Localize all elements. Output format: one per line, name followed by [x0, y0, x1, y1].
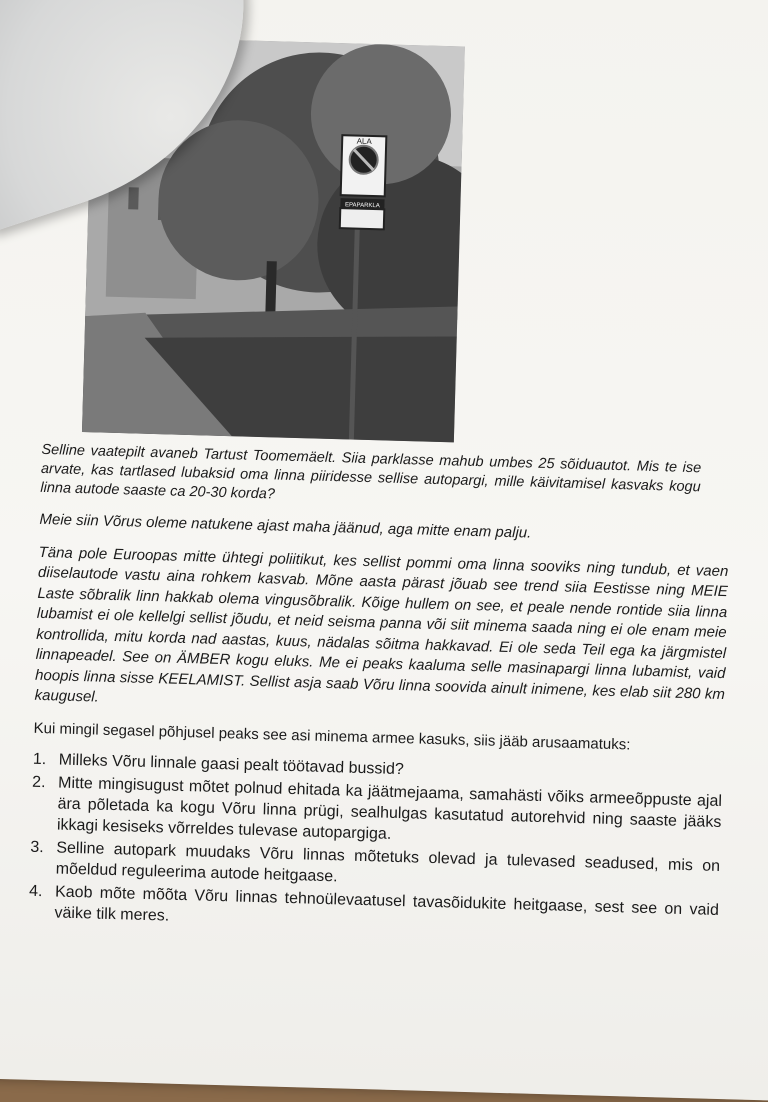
- list-text: Kaob mõte mõõta Võru linnas tehnoülevaatusel tavasõidukite heitgaase, sest see on vaid väike tilk meres.: [54, 883, 720, 925]
- list-text: Milleks Võru linnale gaasi pealt töötavad bussid?: [58, 751, 405, 779]
- list-number: 4.: [28, 882, 43, 901]
- paragraph-2: Täna pole Euroopas mitte ühtegi poliitikut, kes sellist pommi oma linna sooviks ning tundub, et vaen diiselautode vastu aina rohkem kasvab. Mõne aasta pärast jõuab see trend siia Eestisse ning MEIE Laste sõbralik linn hakkab olema vingusõbralik. Kõige hullem on see, et peale nende rontide siia linna lubamist ei ole kellelgi sellist jõudu, et neid seisma panna või siit minema saada ning ei ole enam meie kontrollida, mitu korda nad aastas, kuus, nädalas sõitma hakkavad. Ei ole seda Teil ega ka järgmistel linnapeadel. See on ÄMBER kogu eluks. Me ei peaks kaaluma selle masinapargi linna lubamist, vaid hoopis linna sisse KEELAMIST. Sellist asja saab Võru linna soovida ainult inimene, kes elab siit 280 km kaugusel.: [34, 543, 729, 706]
- sign-top-text: ALA: [356, 136, 372, 146]
- list-text: Mitte mingisugust mõtet polnud ehitada ka jäätmejaama, samahästi võiks armeeõppuste ajal ära põletada ka kogu Võru linna prügi, sealhulgas kasutatud autorehvid ning saaste jääks ikkagi kesiseks võrreldes tulevase autopargiga.: [56, 774, 723, 843]
- paragraph-1: Meie siin Võrus oleme natukene ajast maha jäänud, aga mitte enam palju.: [39, 510, 532, 542]
- paragraph-3: Kui mingil segasel põhjusel peaks see asi minema armee kasuks, siis jääb arusaamatuks:: [33, 719, 631, 753]
- numbered-list: [28, 749, 723, 942]
- photo-caption: Selline vaatepilt avaneb Tartust Toomemäelt. Siia parklasse mahub umbes 25 sõiduautot. Mis te ise arvate, kas tartlased lubaksid oma linna piiridesse sellise autopargi, mille käivitamisel kasvaks kogu linna autode saaste ca 20-30 korda?: [40, 441, 702, 503]
- list-text: Selline autopark muudaks Võru linnas mõtetuks olevad ja tulevased seadused, mis on mõeldud reguleerima autode heitgaase.: [55, 839, 721, 886]
- list-number: 3.: [30, 838, 44, 857]
- sign-sub-text: EPAPARKLA: [344, 202, 380, 210]
- list-number: 1.: [32, 750, 47, 769]
- list-number: 2.: [31, 773, 46, 792]
